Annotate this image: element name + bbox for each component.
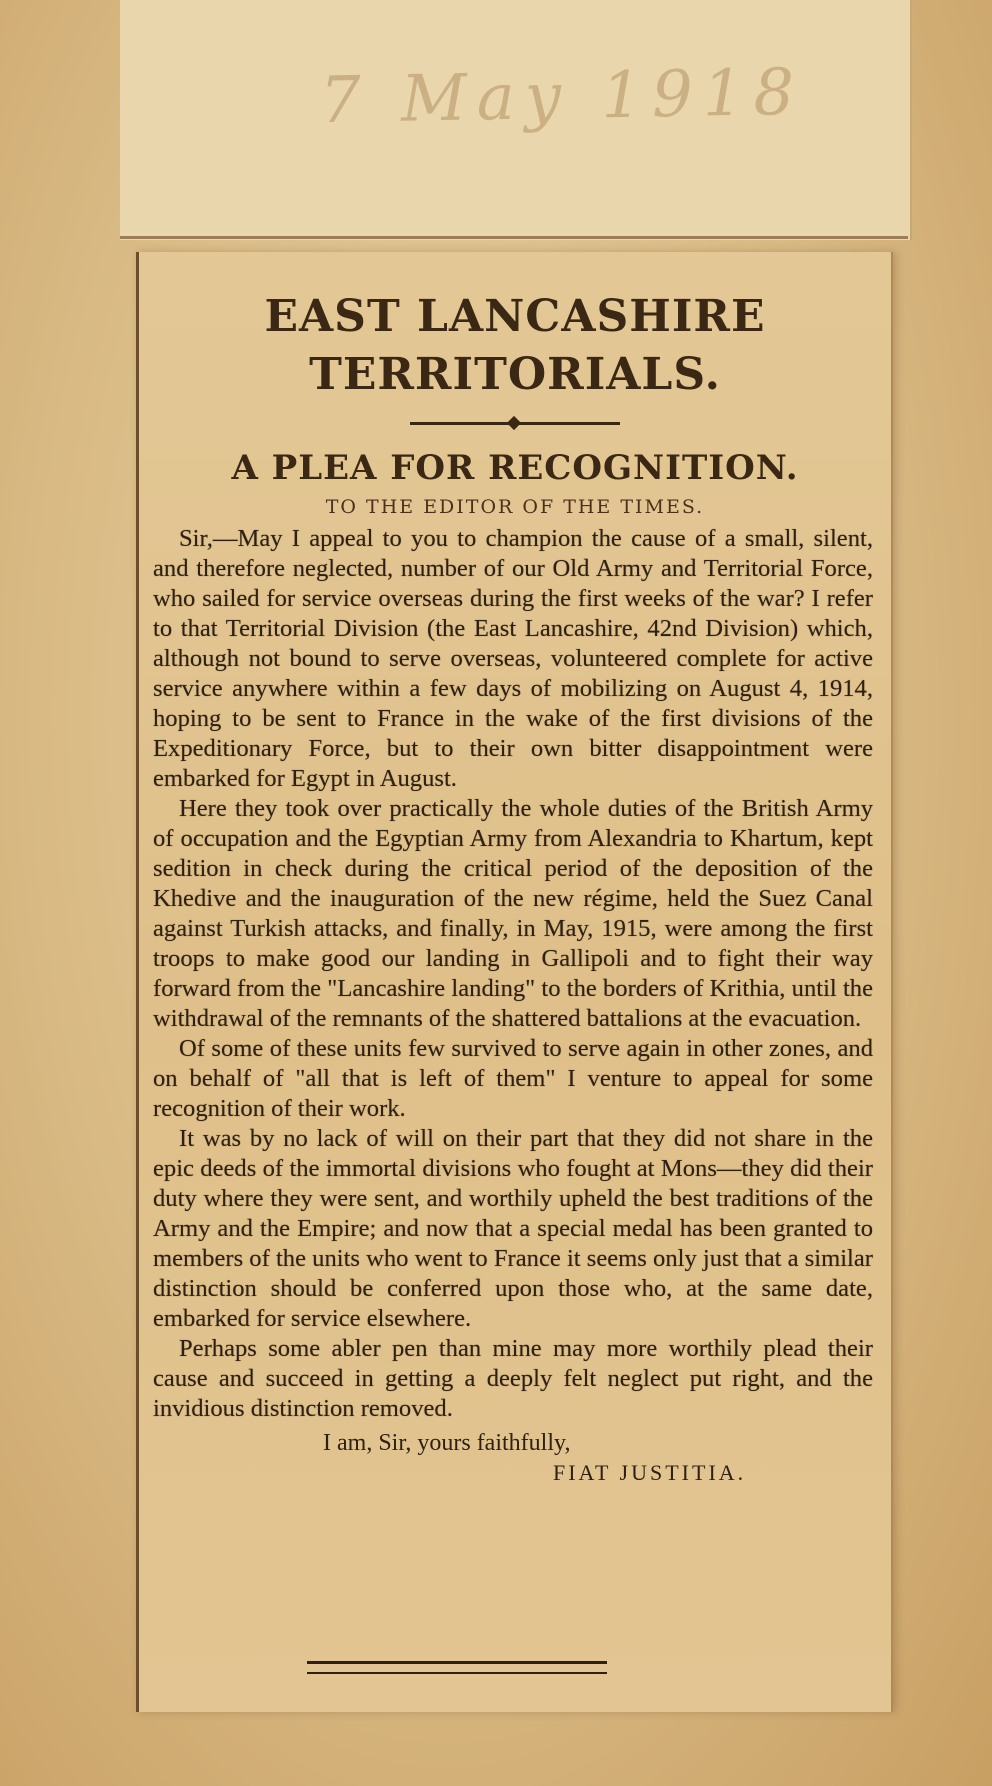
headline	[159, 288, 871, 404]
paragraph: Of some of these units few survived to serve again in other zones, and on behalf of "all that is left of them" I venture to appeal for some recognition of their work.	[153, 1035, 873, 1122]
headline-line-1: EAST LANCASHIRE	[264, 291, 766, 342]
subheadline: A PLEA FOR RECOGNITION.	[231, 448, 799, 488]
handwritten-date: 7 May 1918	[319, 55, 805, 139]
signature: FIAT JUSTITIA.	[553, 1460, 747, 1485]
top-rule	[120, 236, 908, 239]
headline-line-2: TERRITORIALS.	[309, 349, 721, 400]
paragraph: Perhaps some abler pen than mine may more worthily plead their cause and succeed in getting a deeply felt neglect put right, and the invidious distinction removed.	[153, 1335, 873, 1422]
paragraph: Sir,—May I appeal to you to champion the cause of a small, silent, and therefore neglected, number of our Old Army and Territorial Force, who sailed for service overseas during the first weeks of the war? I refer to that Territorial Division (the East Lancashire, 42nd Division) which, although not bound to serve overseas, volunteered complete for active service anywhere within a few days of mobilizing on August 4, 1914, hoping to be sent to France in the wake of the first divisions of the Expeditionary Force, but to their own bitter disappointment were embarked for Egypt in August.	[153, 525, 873, 792]
newspaper-clipping	[136, 252, 893, 1712]
mounting-paper	[120, 0, 912, 240]
closing: I am, Sir, yours faithfully,	[323, 1430, 571, 1456]
dedication: TO THE EDITOR OF THE TIMES.	[325, 496, 705, 518]
paragraph: Here they took over practically the whole duties of the British Army of occupation and the Egyptian Army from Alexandria to Khartum, kept sedition in check during the critical period of the deposition of the Khedive and the inauguration of the new régime, held the Suez Canal against Turkish attacks, and finally, in May, 1915, were among the first troops to make good our landing in Gallipoli and to fight their way forward from the "Lancashire landing" to the borders of Krithia, until the withdrawal of the remnants of the shattered battalions at the evacuation.	[153, 795, 873, 1032]
end-rule	[307, 1661, 607, 1674]
ornamental-rule	[410, 418, 620, 428]
letter-body	[153, 524, 873, 1488]
paragraph: It was by no lack of will on their part that they did not share in the epic deeds of the immortal divisions who fought at Mons—they did their duty where they were sent, and worthily upheld the best traditions of the Army and the Empire; and now that a special medal has been granted to members of the units who went to France it seems only just that a similar distinction should be conferred upon those who, at the same date, embarked for service elsewhere.	[153, 1125, 873, 1332]
